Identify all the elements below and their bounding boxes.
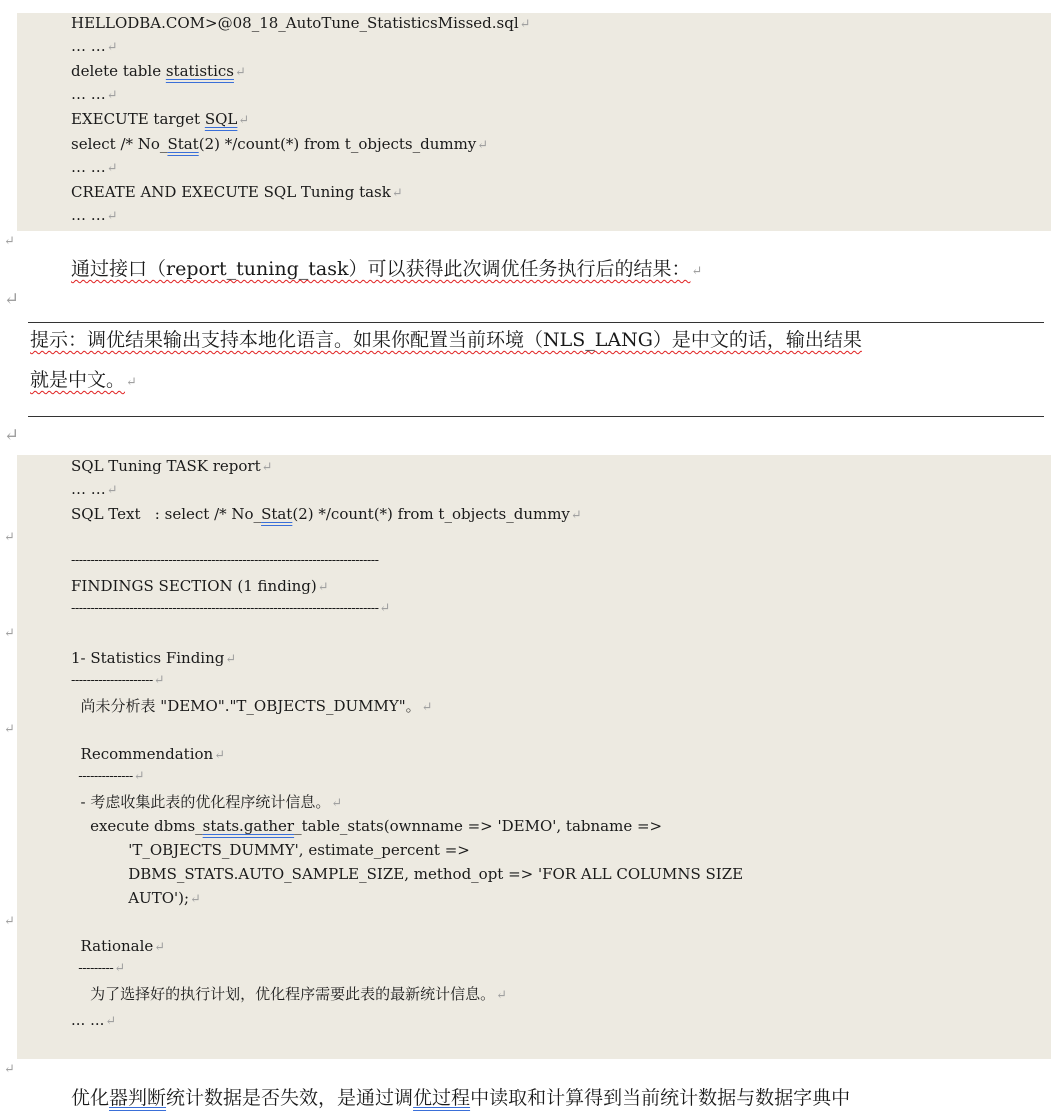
code-line: 为了选择好的执行计划，优化程序需要此表的最新统计信息。↵ [71, 985, 507, 1003]
code-line: … …↵ [71, 480, 118, 498]
tip-top-rule [28, 322, 1044, 323]
code-line: 'T_OBJECTS_DUMMY', estimate_percent => [71, 841, 470, 859]
code-line: -------------------------------------------------------------------------------↵ [71, 601, 390, 616]
code-line: 1- Statistics Finding↵ [71, 649, 237, 667]
code-line: Rationale↵ [71, 937, 166, 955]
code-line: … …↵ [71, 158, 118, 176]
paragraph-1: 通过接口（report_tuning_task）可以获得此次调优任务执行后的结果：↵ [71, 258, 703, 280]
paragraph-2: 优化器判断统计数据是否失效，是通过调优过程中读取和计算得到当前统计数据与数据字典中 [71, 1087, 851, 1109]
tip-line-2: 就是中文。↵ [30, 369, 137, 391]
code-line: EXECUTE target SQL↵ [71, 110, 250, 128]
return-mark: ↵ [4, 914, 15, 929]
return-mark: ↵ [4, 234, 15, 249]
code-line: … …↵ [71, 85, 118, 103]
code-line: delete table statistics↵ [71, 62, 246, 80]
code-line: execute dbms_stats.gather_table_stats(ownname => 'DEMO', tabname => [71, 817, 663, 835]
tip-line-1: 提示：调优结果输出支持本地化语言。如果你配置当前环境（NLS_LANG）是中文的话，输出结果 [30, 329, 862, 351]
code-line: ---------------------↵ [71, 673, 165, 688]
return-mark: ↵ [4, 626, 15, 641]
return-mark: ↵ [4, 530, 15, 545]
code-line: ------------------------------------------------------------------------------- [71, 553, 379, 568]
code-line: SQL Text : select /* No_Stat(2) */count(*) from t_objects_dummy↵ [71, 505, 582, 523]
code-line: … …↵ [71, 206, 118, 224]
code-line: DBMS_STATS.AUTO_SAMPLE_SIZE, method_opt => 'FOR ALL COLUMNS SIZE [71, 865, 744, 883]
code-line: select /* No_Stat(2) */count(*) from t_objects_dummy↵ [71, 135, 489, 153]
code-line: HELLODBA.COM>@08_18_AutoTune_StatisticsMissed.sql↵ [71, 14, 531, 32]
code-line: SQL Tuning TASK report↵ [71, 457, 273, 475]
code-line: ... ...↵ [71, 1011, 117, 1029]
code-line: --------------↵ [71, 769, 145, 784]
tip-bottom-rule [28, 416, 1044, 417]
return-mark: ↵ [4, 289, 20, 310]
return-mark: ↵ [4, 722, 15, 737]
code-line: … …↵ [71, 37, 118, 55]
code-line: CREATE AND EXECUTE SQL Tuning task↵ [71, 183, 403, 201]
code-line: AUTO');↵ [71, 889, 201, 907]
code-line: FINDINGS SECTION (1 finding)↵ [71, 577, 329, 595]
return-mark: ↵ [4, 1062, 15, 1077]
code-line: - 考虑收集此表的优化程序统计信息。↵ [71, 793, 343, 811]
code-line: Recommendation↵ [71, 745, 226, 763]
code-line: 尚未分析表 "DEMO"."T_OBJECTS_DUMMY"。↵ [71, 697, 433, 715]
code-line: ---------↵ [71, 961, 125, 976]
return-mark: ↵ [4, 425, 20, 446]
